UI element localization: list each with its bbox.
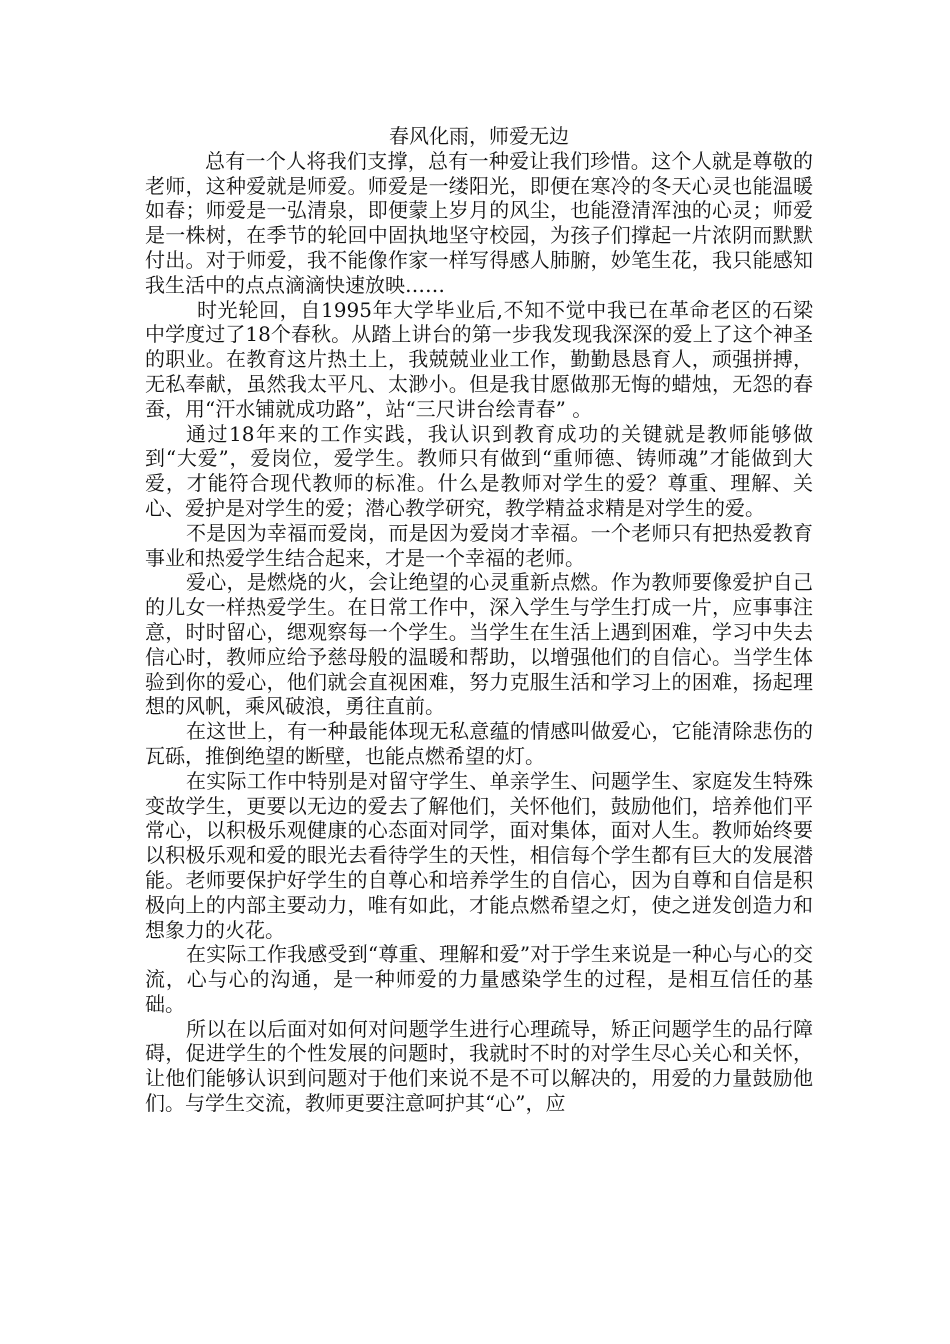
paragraph-7: 在实际工作中特别是对留守学生、单亲学生、问题学生、家庭发生特殊变故学生，更要以无边的爱去了解他们，关怀他们，鼓励他们，培养他们平常心，以积极乐观健康的心态面对同学，面对集体，面对人生。教师始终要以积极乐观和爱的眼光去看待学生的天性，相信每个学生都有巨大的发展潜能。老师要保护好学生的自尊心和培养学生的自信心，因为自尊和自信是积极向上的内部主要动力，唯有如此，才能点燃希望之灯，使之迸发创造力和想象力的火花。 [145,768,813,942]
paragraph-8: 在实际工作我感受到“尊重、理解和爱”对于学生来说是一种心与心的交流，心与心的沟通，是一种师爱的力量感染学生的过程，是相互信任的基础。 [145,942,813,1016]
paragraph-3: 通过18年来的工作实践，我认识到教育成功的关键就是教师能够做到“大爱”，爱岗位，爱学生。教师只有做到“重师德、铸师魂”才能做到大爱，才能符合现代教师的标准。什么是教师对学生的爱？尊重、理解、关心、爱护是对学生的爱；潜心教学研究，教学精益求精是对学生的爱。 [145,421,813,520]
document-body [145,124,813,1116]
document-title: 春风化雨，师爱无边 [389,124,569,148]
paragraph-6: 在这世上，有一种最能体现无私意蕴的情感叫做爱心，它能清除悲伤的瓦砾，推倒绝望的断壁，也能点燃希望的灯。 [145,719,813,768]
paragraph-2: 时光轮回，自1995年大学毕业后,不知不觉中我已在革命老区的石梁中学度过了18个春秋。从踏上讲台的第一步我发现我深深的爱上了这个神圣的职业。在教育这片热土上，我兢兢业业工作，勤勤恳恳育人，顽强拼搏，无私奉献，虽然我太平凡、太渺小。但是我甘愿做那无悔的蜡烛，无怨的春蚕，用“汗水铺就成功路”，站“三尺讲台绘青春” 。 [145,297,813,421]
paragraph-4: 不是因为幸福而爱岗，而是因为爱岗才幸福。一个老师只有把热爱教育事业和热爱学生结合起来，才是一个幸福的老师。 [145,520,813,570]
paragraph-9: 所以在以后面对如何对问题学生进行心理疏导，矫正问题学生的品行障碍，促进学生的个性发展的问题时，我就时不时的对学生尽心关心和关怀，让他们能够认识到问题对于他们来说不是不可以解决的，用爱的力量鼓励他们。与学生交流，教师更要注意呵护其“心”，应 [145,1016,813,1116]
paragraph-5: 爱心，是燃烧的火，会让绝望的心灵重新点燃。作为教师要像爱护自己的儿女一样热爱学生。在日常工作中，深入学生与学生打成一片，应事事注意，时时留心，缌观察每一个学生。当学生在生活上遇到困难，学习中失去信心时，教师应给予慈母般的温暖和帮助，以增强他们的自信心。当学生体验到你的爱心，他们就会直视困难，努力克服生活和学习上的困难，扬起理想的风帆，乘风破浪，勇往直前。 [145,570,813,719]
paragraph-1: 总有一个人将我们支撑，总有一种爱让我们珍惜。这个人就是尊敬的老师，这种爱就是师爱。师爱是一缕阳光，即便在寒冷的冬天心灵也能温暖如春；师爱是一弘清泉，即便蒙上岁月的风尘，也能澄清浑浊的心灵；师爱是一株树，在季节的轮回中固执地坚守校园，为孩子们撑起一片浓阴而默默付出。对于师爱，我不能像作家一样写得感人肺腑，妙笔生花，我只能感知我生活中的点点滴滴快速放映…… [145,148,813,297]
